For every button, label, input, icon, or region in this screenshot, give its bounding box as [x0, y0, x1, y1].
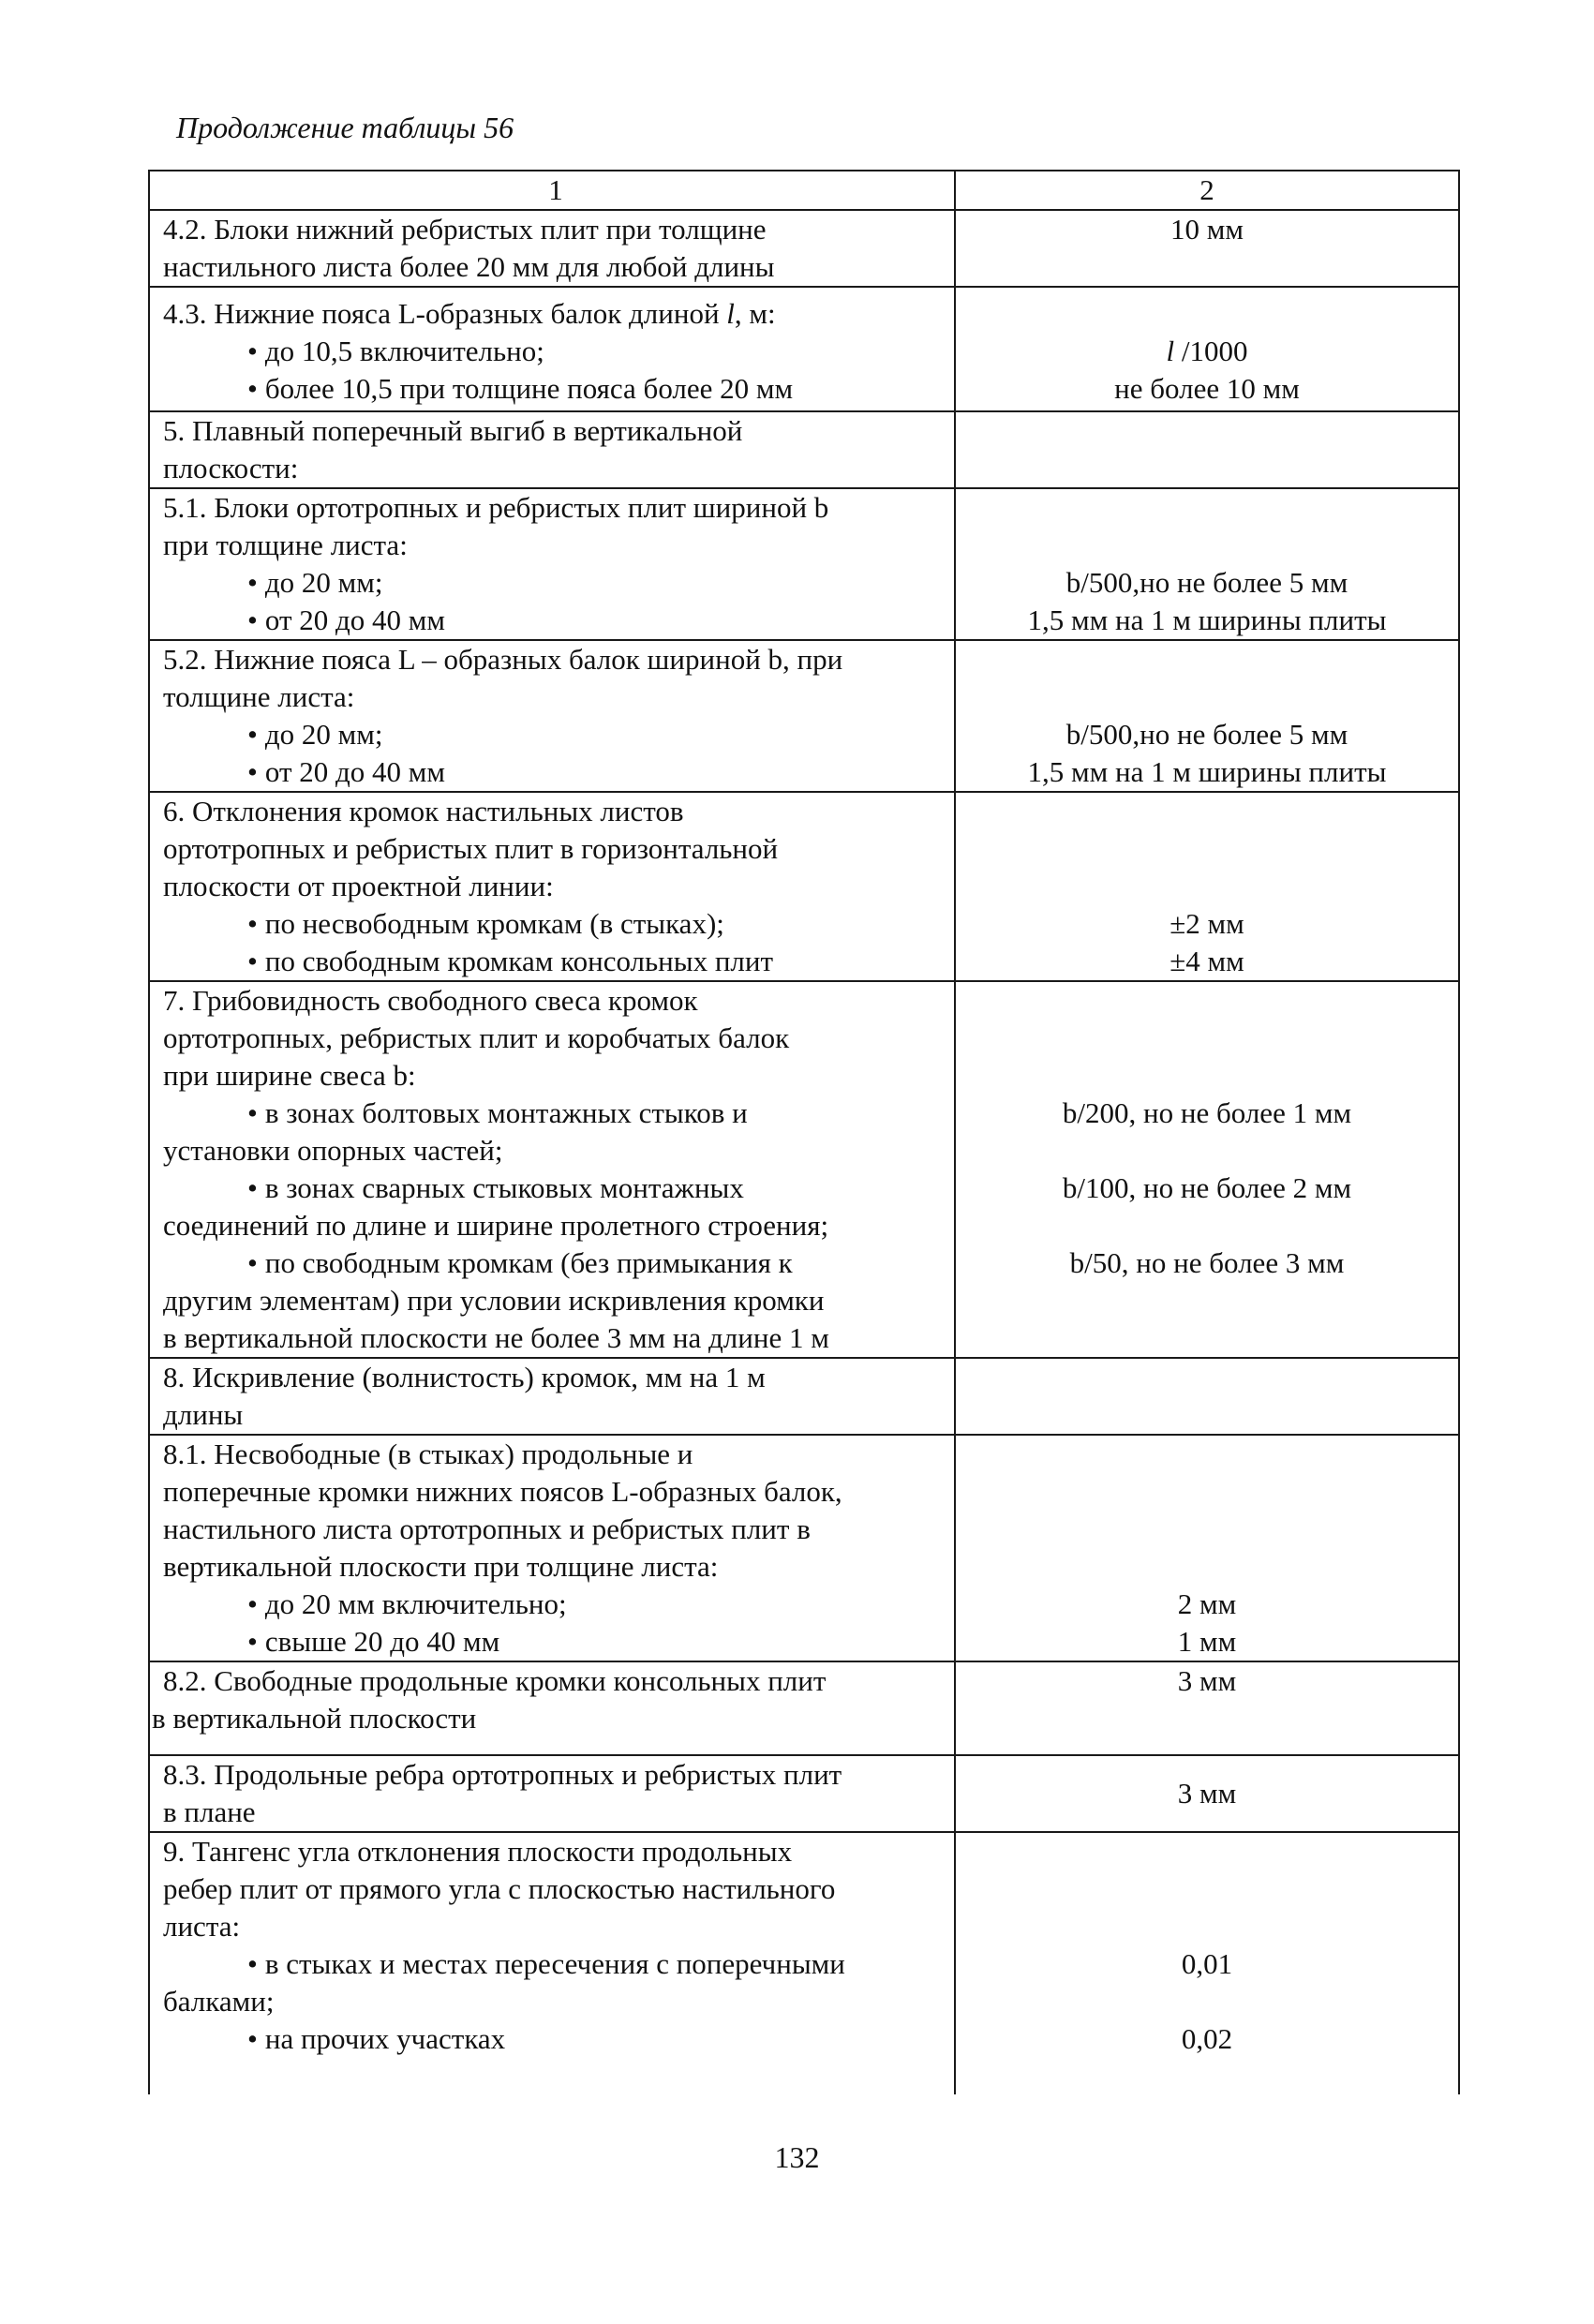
text-line: поперечные кромки нижних поясов L-образных балок, — [163, 1475, 842, 1508]
row-7-description — [149, 981, 955, 1358]
text-line: в вертикальной плоскости — [152, 1702, 477, 1735]
row-5-2-description — [149, 640, 955, 792]
row-5-1-description — [149, 488, 955, 640]
bullet-item: • от 20 до 40 мм — [163, 602, 948, 639]
value-line: 3 мм — [1177, 1664, 1237, 1697]
row-8-1-description — [149, 1435, 955, 1661]
bullet-item: • по свободным кромкам (без примыкания к — [163, 1244, 948, 1282]
text-line: в плане — [163, 1795, 256, 1828]
text-line: 8.1. Несвободные (в стыках) продольные и — [163, 1438, 693, 1470]
value-line: l /1000 — [1166, 335, 1248, 367]
row-5-2-value — [955, 640, 1459, 792]
text-line: настильного листа ортотропных и ребристых плит в — [163, 1512, 811, 1545]
row-6-description — [149, 792, 955, 981]
text-line: 9. Тангенс угла отклонения плоскости продольных — [163, 1835, 793, 1868]
text-line: 7. Грибовидность свободного свеса кромок — [163, 984, 698, 1017]
row-8-2-description — [149, 1661, 955, 1755]
value-line: b/500,но не более 5 мм — [1065, 718, 1348, 751]
row-7-value — [955, 981, 1459, 1358]
value-line: b/200, но не более 1 мм — [1062, 1096, 1352, 1129]
header-col-1: 1 — [149, 171, 955, 210]
value-line: b/50, но не более 3 мм — [1069, 1246, 1345, 1279]
bullet-item: • в зонах сварных стыковых монтажных — [163, 1169, 948, 1207]
row-4-2-value — [955, 210, 1459, 287]
text-line: соединений по длине и ширине пролетного строения; — [163, 1209, 829, 1242]
text-line: длины — [163, 1398, 244, 1431]
table-header-row — [149, 171, 1459, 210]
bullet-item: • до 20 мм включительно; — [163, 1586, 948, 1623]
text-line: при ширине свеса b: — [163, 1059, 416, 1092]
row-6-value — [955, 792, 1459, 981]
table-caption: Продолжение таблицы 56 — [176, 111, 514, 144]
text-line: настильного листа более 20 мм для любой длины — [163, 250, 775, 283]
value-line: 0,02 — [1181, 2022, 1233, 2055]
text-line: 6. Отклонения кромок настильных листов — [163, 795, 684, 827]
page-number: 132 — [774, 2140, 820, 2174]
text-line: 4.2. Блоки нижний ребристых плит при толщине — [163, 213, 767, 246]
text-line: ребер плит от прямого угла с плоскостью настильного — [163, 1872, 836, 1905]
text-line: 4.3. Нижние пояса L-образных балок длиной l, м: — [163, 297, 776, 330]
text-line: балками; — [163, 1985, 275, 2018]
table-row — [149, 411, 1459, 488]
text-line: 8.3. Продольные ребра ортотропных и ребристых плит — [163, 1758, 842, 1791]
row-5-description — [149, 411, 955, 488]
text-line: вертикальной плоскости при толщине листа: — [163, 1550, 719, 1583]
row-8-value — [955, 1358, 1459, 1435]
table-row — [149, 1755, 1459, 1832]
bullet-item: • более 10,5 при толщине пояса более 20 мм — [163, 370, 948, 408]
table-row — [149, 792, 1459, 981]
bullet-item: • до 20 мм; — [163, 716, 948, 753]
row-4-2-description — [149, 210, 955, 287]
row-8-1-value — [955, 1435, 1459, 1661]
text-line: 5.2. Нижние пояса L – образных балок шириной b, при — [163, 643, 843, 676]
value-line: 1 мм — [1177, 1625, 1237, 1658]
table-row — [149, 1358, 1459, 1435]
bullet-item: • до 20 мм; — [163, 564, 948, 602]
bullet-item: • от 20 до 40 мм — [163, 753, 948, 791]
text-line: при толщине листа: — [163, 529, 408, 561]
table-row — [149, 1832, 1459, 2094]
value-line: 2 мм — [1177, 1587, 1237, 1620]
value-line: 0,01 — [1181, 1947, 1233, 1980]
header-col-2: 2 — [955, 171, 1459, 210]
row-5-1-value — [955, 488, 1459, 640]
value-line: b/500,но не более 5 мм — [1065, 566, 1348, 599]
value-line: 3 мм — [1177, 1777, 1237, 1810]
bullet-item: • свыше 20 до 40 мм — [163, 1623, 948, 1661]
value-line: b/100, но не более 2 мм — [1062, 1171, 1352, 1204]
text-line: ортотропных, ребристых плит и коробчатых балок — [163, 1021, 790, 1054]
value-line: 1,5 мм на 1 м ширины плиты — [1027, 755, 1387, 788]
row-8-3-value — [955, 1755, 1459, 1832]
requirements-table — [148, 170, 1460, 2094]
value-line: 10 мм — [1170, 213, 1244, 246]
value-line: не более 10 мм — [1114, 372, 1300, 405]
text-line: в вертикальной плоскости не более 3 мм на длине 1 м — [163, 1321, 829, 1354]
row-9-description — [149, 1832, 955, 2094]
value-line: ±4 мм — [1169, 945, 1244, 977]
text-line: 8. Искривление (волнистость) кромок, мм на 1 м — [163, 1361, 766, 1393]
text-line: плоскости: — [163, 452, 299, 484]
bullet-item: • до 10,5 включительно; — [163, 333, 948, 370]
text-line: другим элементам) при условии искривления кромки — [163, 1284, 825, 1317]
table-row — [149, 1435, 1459, 1661]
table-row — [149, 1661, 1459, 1755]
text-line: листа: — [163, 1910, 241, 1943]
row-8-3-description — [149, 1755, 955, 1832]
text-line: ортотропных и ребристых плит в горизонтальной — [163, 832, 779, 865]
table-row — [149, 640, 1459, 792]
table-row — [149, 287, 1459, 411]
row-9-value — [955, 1832, 1459, 2094]
row-5-value — [955, 411, 1459, 488]
value-line: ±2 мм — [1169, 907, 1244, 940]
row-8-2-value — [955, 1661, 1459, 1755]
table-row — [149, 210, 1459, 287]
text-line: установки опорных частей; — [163, 1134, 503, 1167]
text-line: 5.1. Блоки ортотропных и ребристых плит шириной b — [163, 491, 829, 524]
bullet-item: • по несвободным кромкам (в стыках); — [163, 905, 948, 943]
row-4-3-description — [149, 287, 955, 411]
table-row — [149, 981, 1459, 1358]
table-row — [149, 488, 1459, 640]
bullet-item: • в стыках и местах пересечения с поперечными — [163, 1945, 948, 1983]
text-line: 5. Плавный поперечный выгиб в вертикальной — [163, 414, 743, 447]
bullet-item: • на прочих участках — [163, 2020, 948, 2058]
value-line: 1,5 мм на 1 м ширины плиты — [1027, 603, 1387, 636]
row-4-3-value — [955, 287, 1459, 411]
text-line: плоскости от проектной линии: — [163, 870, 554, 902]
bullet-item: • в зонах болтовых монтажных стыков и — [163, 1095, 948, 1132]
row-8-description — [149, 1358, 955, 1435]
text-line: толщине листа: — [163, 680, 355, 713]
bullet-item: • по свободным кромкам консольных плит — [163, 943, 948, 980]
text-line: 8.2. Свободные продольные кромки консольных плит — [163, 1664, 827, 1697]
